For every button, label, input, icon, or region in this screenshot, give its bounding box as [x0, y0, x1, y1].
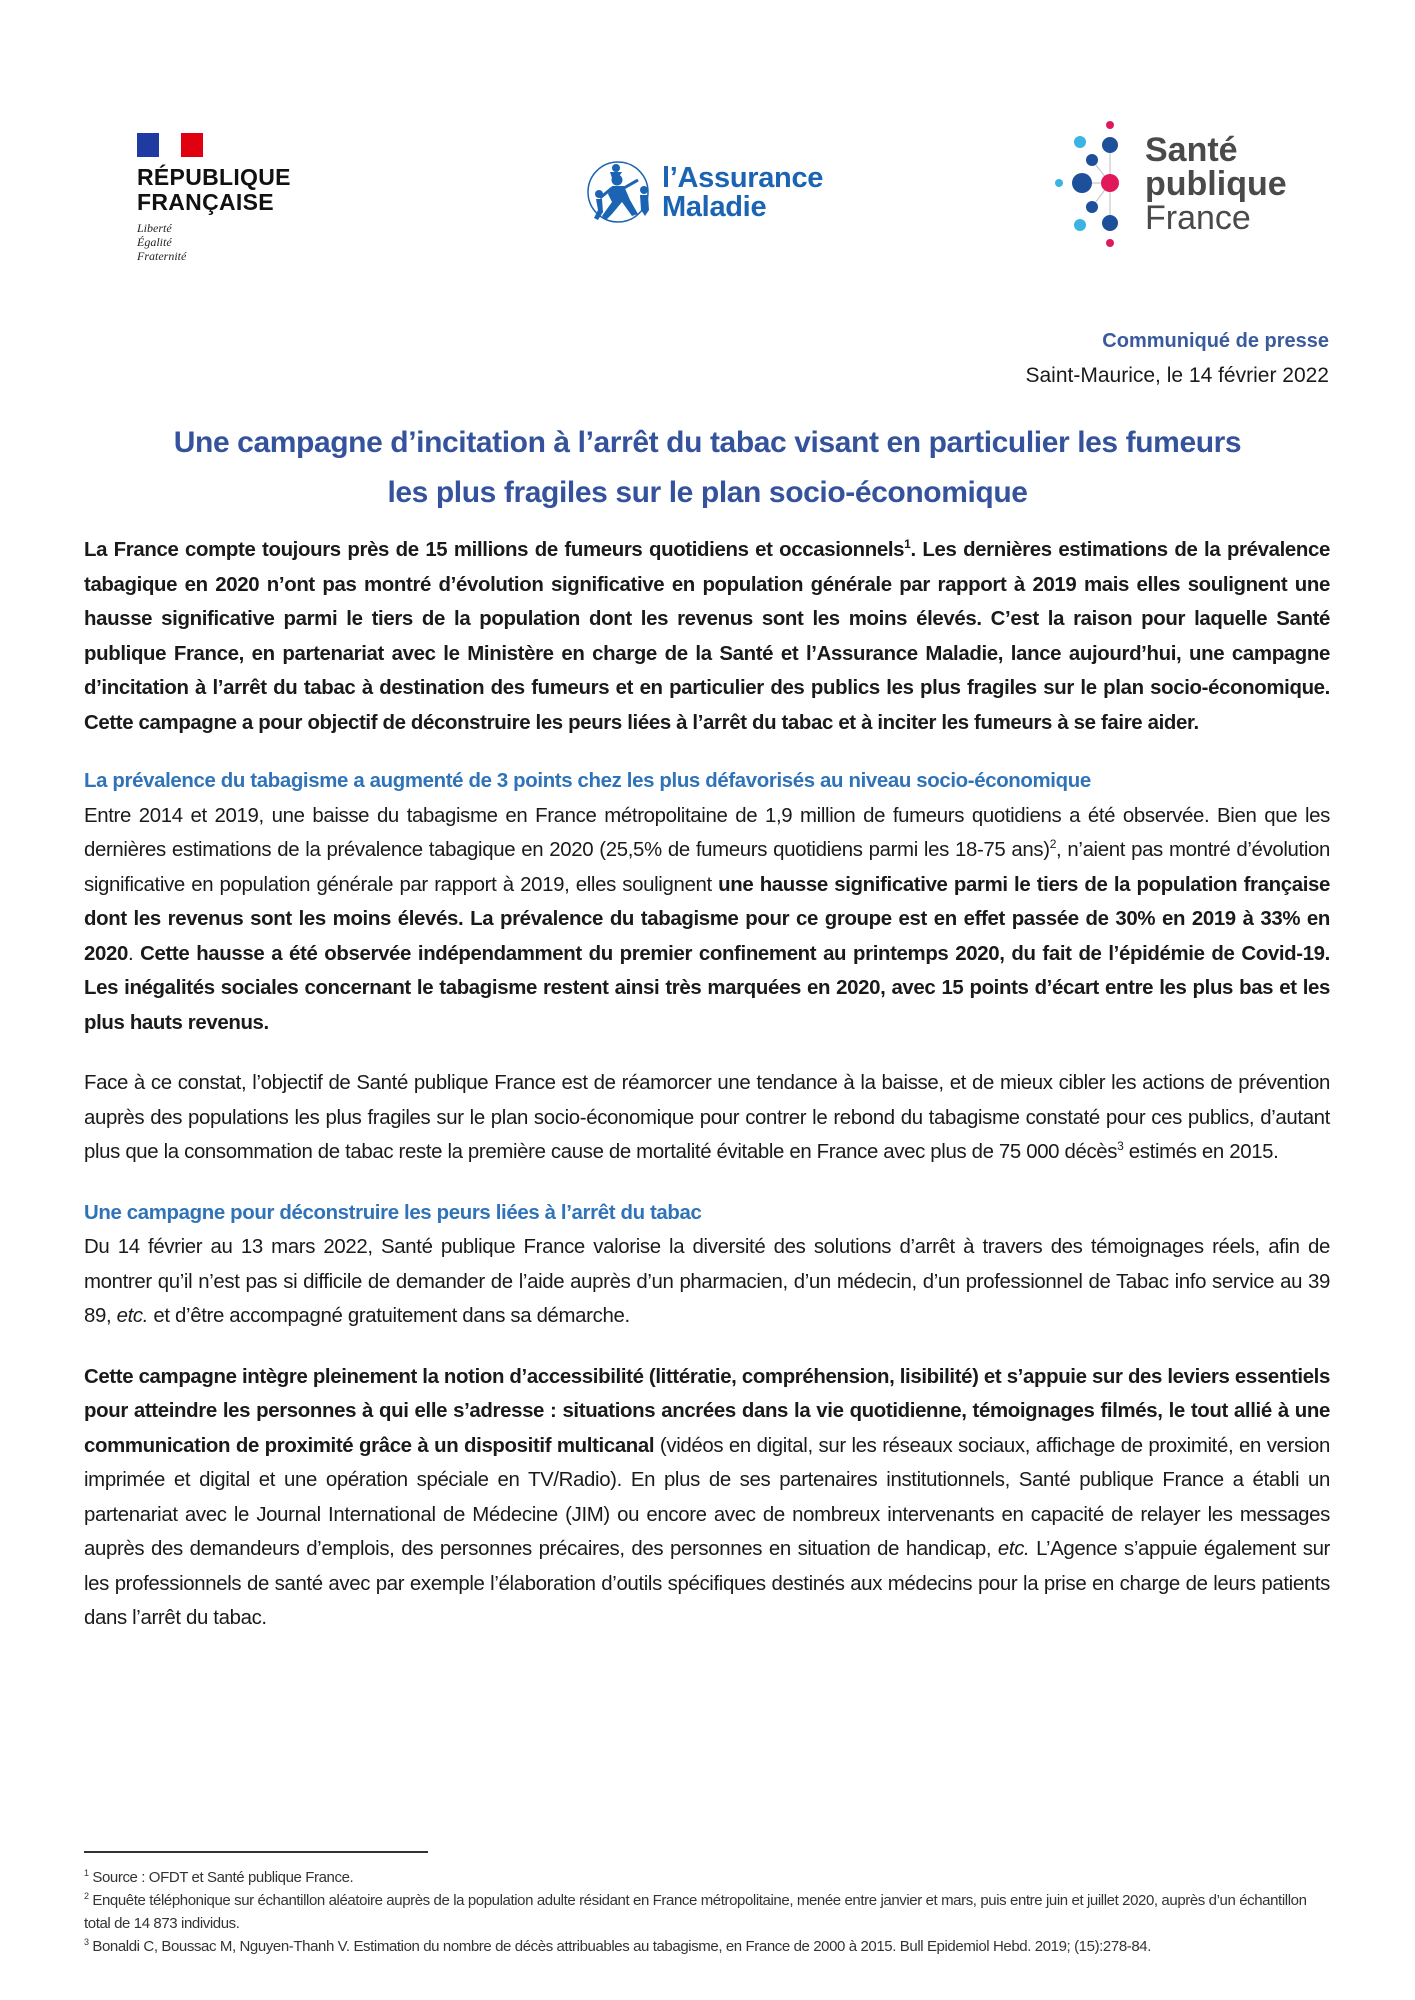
motto-egalite: Égalité	[137, 235, 172, 249]
spf-line1: Santé	[1145, 131, 1238, 169]
emphasis-text: Cette hausse a été observée indépendamment du premier confinement au printemps 2020, du fait de l’épidémie de Covid-19. Les inégalités sociales concernant le tabagisme restent ainsi très marquées en 2020, avec 15 points d’écart entre les plus bas et les plus hauts revenus.	[84, 942, 1330, 1034]
assurance-maladie-logo	[572, 150, 832, 230]
footnote-ref-1[interactable]: 1	[904, 537, 911, 552]
text: et d’être accompagné gratuitement dans sa démarche.	[148, 1305, 630, 1327]
footnote-separator	[84, 1851, 428, 1853]
footnote-ref-3[interactable]: 3	[1117, 1139, 1124, 1154]
footnote-1	[84, 1866, 1334, 1889]
etc-text: etc.	[116, 1305, 149, 1327]
rf-motto	[137, 221, 317, 263]
section1-paragraph-2	[84, 1066, 1330, 1170]
section2-paragraph-1	[84, 1230, 1330, 1334]
footnote-number: 3	[84, 1937, 89, 1947]
etc-text: etc.	[997, 1538, 1030, 1560]
emphasis-text: une hausse significative parmi le tiers de la population française dont les revenus sont les moins élevés. La prévalence du tabagisme pour ce groupe est en effet passée de 30% en 2019 à 33% en 2020	[84, 873, 1330, 965]
title-line1: Une campagne d’incitation à l’arrêt du tabac visant en particulier les fumeurs	[173, 426, 1242, 459]
footnote-2	[84, 1889, 1334, 1935]
spf-line2: publique	[1145, 165, 1287, 203]
section1-paragraph-1	[84, 799, 1330, 1041]
spf-wordmark	[1145, 133, 1287, 235]
spf-line3: France	[1145, 199, 1251, 237]
press-release-label: Communiqué de presse	[1102, 330, 1329, 352]
place-date: Saint-Maurice, le 14 février 2022	[1025, 364, 1329, 387]
title-line2: les plus fragiles sur le plan socio-économique	[387, 476, 1028, 509]
text: .	[127, 942, 141, 965]
marianne-flag-icon	[137, 133, 203, 157]
sante-publique-france-logo	[1040, 115, 1300, 250]
rf-name	[137, 165, 317, 215]
am-line1: l’Assurance	[662, 162, 824, 194]
rf-name-line1: RÉPUBLIQUE	[137, 164, 291, 190]
rf-name-line2: FRANÇAISE	[137, 189, 274, 215]
footnote-ref-2[interactable]: 2	[1049, 837, 1057, 852]
footnote-number: 2	[84, 1891, 89, 1901]
article-body	[84, 533, 1330, 1636]
assurance-maladie-wordmark	[662, 164, 823, 222]
lead-paragraph	[84, 533, 1330, 740]
text: , n’aient pas montré d’évolution significative en population générale par rapport à 2019, elles soulignent	[84, 839, 1331, 896]
text: estimés en 2015.	[1123, 1141, 1279, 1163]
spf-network-icon	[1040, 115, 1140, 250]
footnote-number: 1	[84, 1868, 89, 1878]
am-line2: Maladie	[662, 191, 767, 223]
section-heading-campaign: Une campagne pour déconstruire les peurs liées à l’arrêt du tabac	[84, 1201, 702, 1224]
emphasis-text: Cette campagne intègre pleinement la notion d’accessibilité (littératie, compréhension, lisibilité) et s’appuie sur des leviers essentiels pour atteindre les personnes à qui elle s’adresse : situations ancrées dans la vie quotidienne, témoignages filmés, le tout allié à une communication de proximité grâce à un dispositif multicanal	[84, 1365, 1330, 1457]
text: Face à ce constat, l’objectif de Santé publique France est de réamorcer une tendance à la baisse, et de mieux cibler les actions de prévention auprès des populations les plus fragiles sur le plan socio-économique pour contrer le rebond du tabagisme constaté pour ces publics, d’autant plus que la consommation de tabac reste la première cause de mortalité évitable en France avec plus de 75 000 décès	[84, 1072, 1330, 1163]
motto-fraternite: Fraternité	[137, 249, 187, 263]
section-heading-prevalence: La prévalence du tabagisme a augmenté de 3 points chez les plus défavorisés au niveau socio-économique	[84, 770, 1091, 792]
footnote-text: Source : OFDT et Santé publique France.	[88, 1869, 354, 1886]
motto-liberte: Liberté	[137, 221, 172, 235]
section2-paragraph-2	[84, 1360, 1330, 1636]
footnote-text: Enquête téléphonique sur échantillon aléatoire auprès de la population adulte résidant en France métropolitaine, menée entre janvier et mars, puis entre juin et juillet 2020, auprès d’un échantillon total de 14 873 individus.	[84, 1892, 1307, 1932]
lead-text-2: . Les dernières estimations de la prévalence tabagique en 2020 n’ont pas montré d’évolution significative en population générale par rapport à 2019 mais elles soulignent une hausse significative parmi le tiers de la population dont les revenus sont les moins élevés. C’est la raison pour laquelle Santé publique France, en partenariat avec le Ministère en charge de la Santé et l’Assurance Maladie, lance aujourd’hui, une campagne d’incitation à l’arrêt du tabac à destination des fumeurs et en particulier des publics les plus fragiles sur le plan socio-économique. Cette campagne a pour objectif de déconstruire les peurs liées à l’arrêt du tabac et à inciter les fumeurs à se faire aider.	[84, 539, 1330, 734]
text: Entre 2014 et 2019, une baisse du tabagisme en France métropolitaine de 1,9 million de fumeurs quotidiens a été observée. Bien que les dernières estimations de la prévalence tabagique en 2020 (25,5% de fumeurs quotidiens parmi les 18-75 ans)	[84, 804, 1330, 861]
text: Du 14 février au 13 mars 2022, Santé publique France valorise la diversité des solutions d’arrêt à travers des témoignages réels, afin de montrer qu’il n’est pas si difficile de demander de l’aide auprès d’un pharmacien, d’un médecin, d’un professionnel de Tabac info service au 39 89,	[84, 1236, 1330, 1327]
text: L’Agence s’appuie également sur les professionnels de santé avec par exemple l’élaboration d’outils spécifiques destinés aux médecins pour la prise en charge de leurs patients dans l’arrêt du tabac.	[84, 1538, 1331, 1629]
footnotes	[84, 1866, 1334, 1958]
page-title	[80, 418, 1335, 518]
footnote-3	[84, 1935, 1334, 1958]
footnote-text: Bonaldi C, Boussac M, Nguyen-Thanh V. Estimation du nombre de décès attribuables au tabagisme, en France de 2000 à 2015. Bull Epidemiol Hebd. 2019; (15):278-84.	[88, 1938, 1152, 1955]
text: (vidéos en digital, sur les réseaux sociaux, affichage de proximité, en version imprimée et digital et une opération spéciale en TV/Radio). En plus de ses partenaires institutionnels, Santé publique France a établi un partenariat avec le Journal International de Médecine (JIM) ou encore avec de nombreux intervenants en capacité de relayer les messages auprès des demandeurs d’emplois, des personnes précaires, des personnes en situation de handicap,	[84, 1434, 1330, 1560]
securite-sociale-emblem-icon	[572, 150, 660, 230]
republique-francaise-logo	[137, 133, 317, 263]
lead-text-1: La France compte toujours près de 15 millions de fumeurs quotidiens et occasionnels	[84, 539, 905, 561]
